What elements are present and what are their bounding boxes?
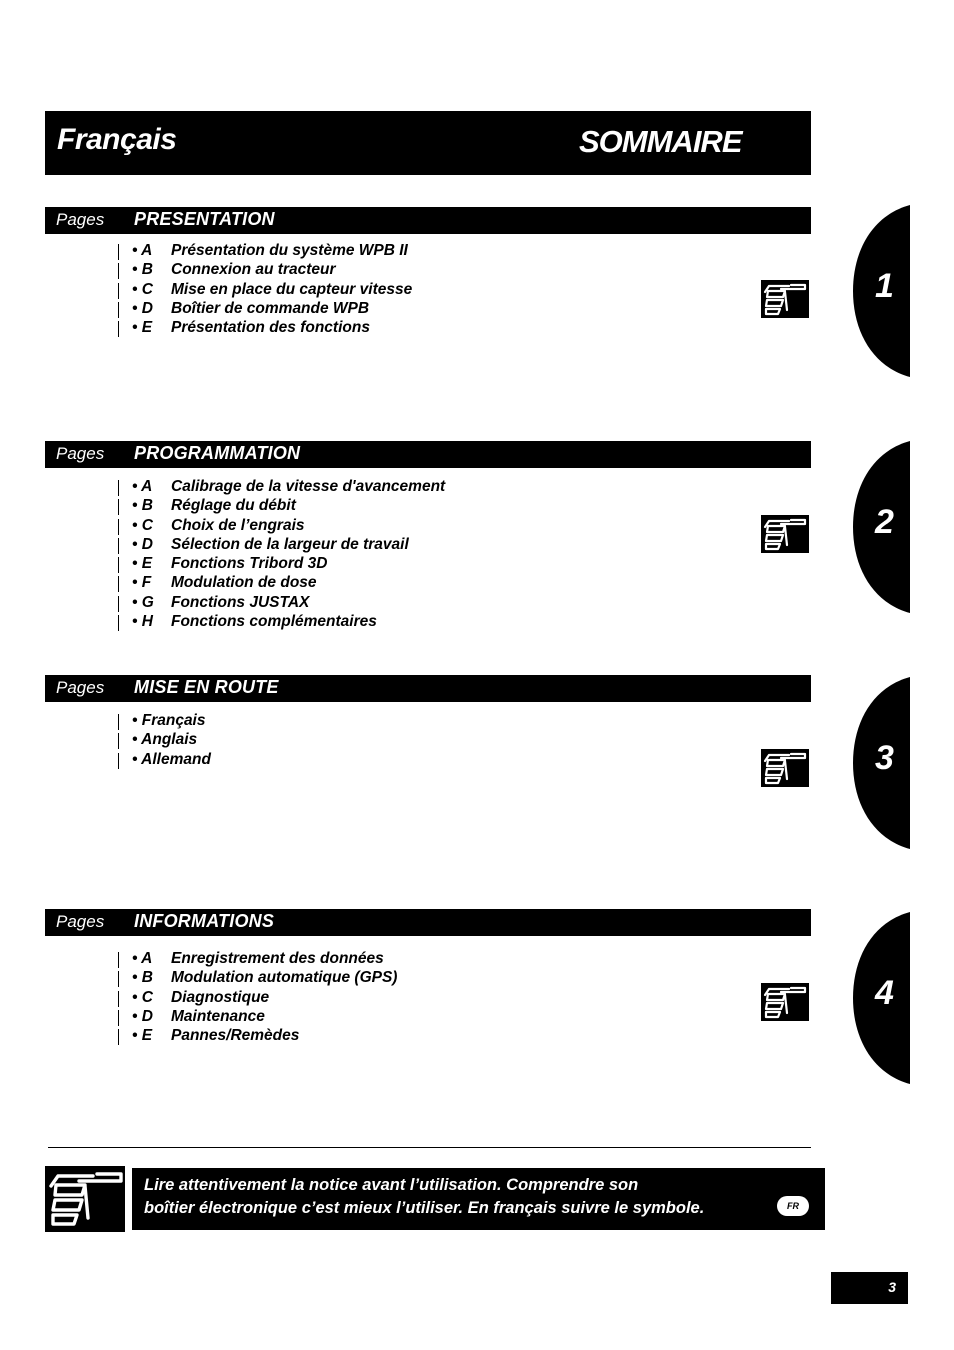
section-bar-presentation (45, 207, 811, 234)
section-tab-3[interactable] (853, 677, 910, 849)
page-number-text: 3 (888, 1279, 896, 1295)
separator (118, 557, 119, 573)
entry-text: Modulation automatique (GPS) (171, 969, 398, 987)
section-tab-2[interactable] (853, 441, 910, 613)
pointing-hand-icon (761, 983, 809, 1021)
tab-number: 2 (875, 503, 894, 541)
pointing-hand-icon (761, 515, 809, 553)
section-title: MISE EN ROUTE (134, 677, 279, 697)
entry-letter: • G (132, 593, 154, 611)
separator (118, 991, 119, 1007)
separator (118, 971, 119, 987)
entry-text: Mise en place du capteur vitesse (171, 280, 413, 298)
separator (118, 952, 119, 968)
entry-text: Boîtier de commande WPB (171, 299, 370, 317)
tab-number: 1 (875, 267, 894, 305)
entry-text: Enregistrement des données (171, 950, 384, 967)
pointing-hand-icon (761, 749, 809, 787)
entry-text: Fonctions Tribord 3D (171, 555, 328, 573)
separator (118, 576, 119, 592)
entry-letter: • B (132, 497, 153, 515)
separator (118, 596, 119, 612)
entry-letter: • A (132, 242, 153, 259)
pages-label: Pages (56, 678, 105, 697)
entry-text: • Français (132, 712, 206, 729)
entry-text: Maintenance (171, 1007, 265, 1025)
fr-badge: FR (777, 1196, 809, 1216)
section-bar-mise-en-route (45, 675, 811, 702)
page-number (831, 1272, 908, 1304)
section-title: PROGRAMMATION (134, 443, 301, 463)
entry-text: Présentation du système WPB II (171, 242, 408, 259)
notice-line-2: boîtier électronique c’est mieux l’utiliser. En français suivre le symbole. (144, 1199, 705, 1217)
section-title: INFORMATIONS (134, 911, 275, 931)
entry-letter: • B (132, 969, 153, 987)
separator (118, 753, 119, 769)
separator (118, 321, 119, 337)
section-tab-4[interactable] (853, 912, 910, 1084)
section-bar-programmation (45, 441, 811, 468)
section-title: PRESENTATION (134, 209, 275, 229)
entry-letter: • F (132, 574, 152, 592)
separator (118, 263, 119, 279)
separator (118, 733, 119, 749)
tab-number: 4 (875, 974, 894, 1012)
entry-letter: • C (132, 280, 153, 298)
entry-letter: • C (132, 988, 153, 1006)
entry-text: Pannes/Remèdes (171, 1027, 300, 1045)
pages-label: Pages (56, 444, 105, 463)
entry-letter: • D (132, 299, 153, 317)
pages-label: Pages (56, 210, 105, 229)
entry-letter: • C (132, 516, 153, 534)
separator (118, 714, 119, 730)
entry-letter: • H (132, 613, 153, 631)
entry-letter: • D (132, 1007, 153, 1025)
language-title: Français (57, 123, 177, 156)
entry-text: Calibrage de la vitesse d'avancement (171, 478, 446, 495)
separator (118, 538, 119, 554)
entry-text: Diagnostique (171, 988, 270, 1006)
entry-text: • Anglais (132, 731, 198, 749)
entry-text: Connexion au tracteur (171, 261, 336, 279)
entry-letter: • A (132, 478, 153, 495)
pointing-hand-icon (45, 1166, 125, 1232)
notice-banner (132, 1168, 825, 1230)
separator (118, 244, 119, 260)
entry-letter: • E (132, 1027, 153, 1045)
entry-text: Réglage du débit (171, 497, 296, 515)
divider (48, 1147, 811, 1148)
page-title: SOMMAIRE (579, 124, 742, 159)
entry-text: Choix de l’engrais (171, 516, 305, 534)
separator (118, 302, 119, 318)
separator (118, 499, 119, 515)
separator (118, 480, 119, 496)
pointing-hand-icon (761, 280, 809, 318)
separator (118, 1029, 119, 1045)
section-bar-informations (45, 909, 811, 936)
header-bar (45, 111, 811, 175)
entry-letter: • E (132, 319, 153, 337)
entry-text: • Allemand (132, 750, 211, 768)
entry-text: Présentation des fonctions (171, 319, 370, 337)
section-tab-1[interactable] (853, 205, 910, 377)
entry-letter: • E (132, 555, 153, 573)
separator (118, 1010, 119, 1026)
separator (118, 615, 119, 631)
entry-text: Fonctions JUSTAX (171, 593, 310, 611)
separator (118, 519, 119, 535)
entry-letter: • A (132, 950, 153, 967)
entry-text: Sélection de la largeur de travail (171, 535, 409, 553)
tab-number: 3 (875, 739, 894, 777)
entry-text: Fonctions complémentaires (171, 613, 377, 631)
notice-line-1: Lire attentivement la notice avant l’utilisation. Comprendre son (144, 1176, 639, 1194)
pages-label: Pages (56, 912, 105, 931)
separator (118, 283, 119, 299)
entry-letter: • D (132, 535, 153, 553)
entry-letter: • B (132, 261, 153, 279)
entry-text: Modulation de dose (171, 574, 317, 592)
